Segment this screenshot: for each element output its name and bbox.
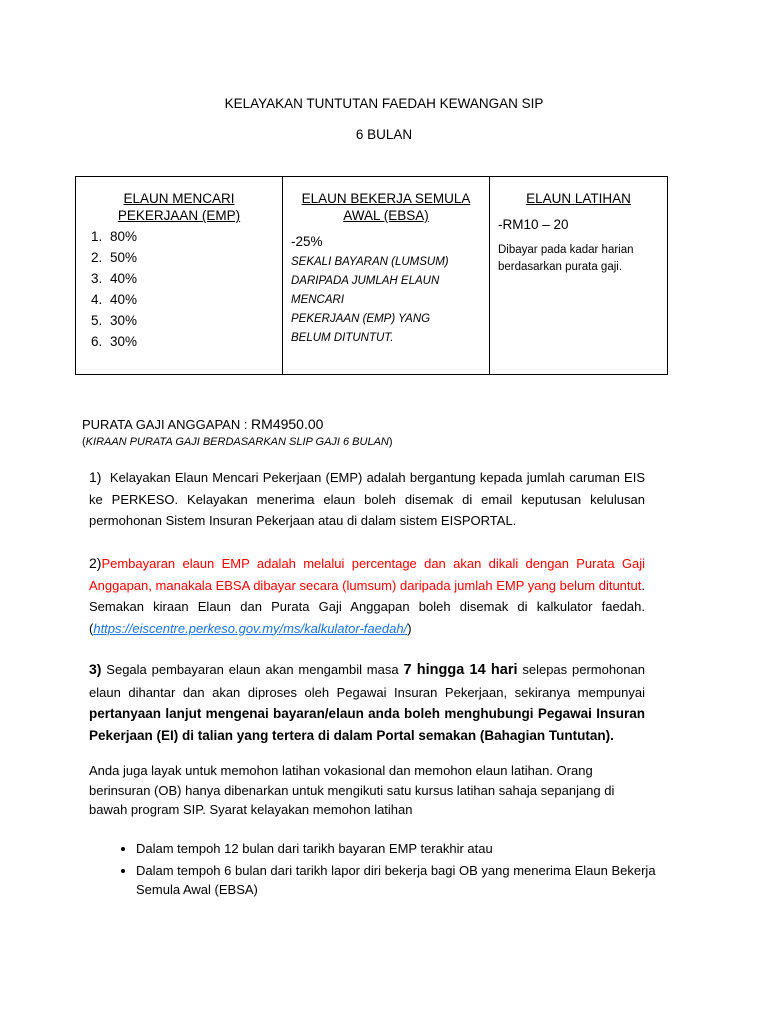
paragraph-number: 1) bbox=[89, 469, 102, 485]
ebsa-note bbox=[291, 253, 481, 348]
emp-percentage-item: 5. 30% bbox=[106, 310, 274, 331]
note-open-paren: ( bbox=[82, 436, 86, 448]
average-salary-line bbox=[82, 416, 645, 432]
emp-percentage-list bbox=[84, 226, 274, 352]
calculator-link[interactable]: https://eiscentre.perkeso.gov.my/ms/kalkulator-faedah/ bbox=[93, 620, 408, 636]
emp-percentage-item: 6. 30% bbox=[106, 331, 274, 352]
paragraph-number: 2) bbox=[89, 555, 102, 571]
processing-time: 7 hingga 14 hari bbox=[403, 662, 518, 678]
training-column bbox=[490, 177, 668, 375]
document-subtitle: 6 BULAN bbox=[355, 127, 413, 142]
ebsa-note-line: PEKERJAAN (EMP) YANG bbox=[291, 313, 431, 325]
emp-column bbox=[76, 177, 283, 375]
training-note: Dibayar pada kadar harian berdasarkan purata gaji. bbox=[498, 244, 634, 273]
paragraph-3-text-b: selepas permohonan elaun dihantar dan akan diproses oleh Pegawai Insuran Pekerjaan, sekiranya mempunyai bbox=[89, 662, 645, 700]
requirement-item: • Dalam tempoh 12 bulan dari tarikh bayaran EMP terakhir atau bbox=[136, 839, 666, 858]
benefits-table bbox=[75, 176, 668, 375]
training-header: ELAUN LATIHAN bbox=[526, 191, 631, 206]
paragraph-3-text-a: Segala pembayaran elaun akan mengambil masa bbox=[101, 662, 404, 677]
paragraph-2-close: ) bbox=[407, 620, 412, 636]
ebsa-note-line: BELUM DITUNTUT. bbox=[291, 332, 394, 344]
ebsa-note-line: DARIPADA JUMLAH ELAUN MENCARI bbox=[291, 275, 440, 306]
emp-percentage-item: 2. 50% bbox=[106, 247, 274, 268]
emp-percentage-item: 1. 80% bbox=[106, 226, 274, 247]
paragraph-number: 3) bbox=[89, 661, 102, 677]
average-salary-note bbox=[82, 436, 645, 448]
average-salary-label: PURATA GAJI ANGGAPAN : bbox=[82, 417, 252, 432]
average-salary-note-text: KIRAAN PURATA GAJI BERDASARKAN SLIP GAJI 6 BULAN bbox=[85, 436, 389, 448]
ebsa-column bbox=[283, 177, 490, 375]
ebsa-rate: -25% bbox=[291, 234, 323, 249]
training-requirements-list bbox=[112, 839, 666, 902]
emp-header: ELAUN MENCARI PEKERJAAN (EMP) bbox=[117, 191, 241, 223]
paragraph-2-highlight: Pembayaran elaun EMP adalah melalui percentage dan akan dikali dengan Purata Gaji Anggapan, manakala EBSA dibayar secara (lumsum) daripada jumlah EMP yang belum dituntut bbox=[89, 556, 645, 593]
emp-percentage-item: 4. 40% bbox=[106, 289, 274, 310]
ebsa-header: ELAUN BEKERJA SEMULA AWAL (EBSA) bbox=[301, 191, 471, 223]
training-rate: -RM10 – 20 bbox=[498, 217, 569, 232]
paragraph-4: Anda juga layak untuk memohon latihan vokasional dan memohon elaun latihan. Orang berinsuran (OB) hanya dibenarkan untuk mengikuti satu kursus latihan sahaja sepanjang di bawah program SIP. Syarat kelayakan memohon latihan bbox=[89, 763, 615, 817]
paragraph-2-text: . Semakan kiraan Elaun dan Purata Gaji Anggapan boleh disemak di kalkulator faedah. ( bbox=[89, 577, 645, 636]
paragraph-3-bold: pertanyaan lanjut mengenai bayaran/elaun anda boleh menghubungi Pegawai Insuran Pekerjaan (EI) di talian yang tertera di dalam Portal semakan (Bahagian Tuntutan). bbox=[89, 706, 645, 743]
requirement-item: • Dalam tempoh 6 bulan dari tarikh lapor diri bekerja bagi OB yang menerima Elaun Bekerja Semula Awal (EBSA) bbox=[136, 861, 666, 899]
paragraph-1 bbox=[89, 467, 645, 532]
paragraph-1-text: Kelayakan Elaun Mencari Pekerjaan (EMP) adalah bergantung kepada jumlah caruman EIS ke PERKESO. Kelayakan menerima elaun boleh disemak di email keputusan kelulusan permohonan Sistem Insuran Pekerjaan atau di dalam sistem EISPORTAL. bbox=[89, 470, 645, 528]
average-salary-amount: RM4950.00 bbox=[251, 416, 324, 432]
ebsa-note-line: SEKALI BAYARAN (LUMSUM) bbox=[291, 256, 449, 268]
emp-percentage-item: 3. 40% bbox=[106, 268, 274, 289]
note-close-paren: ) bbox=[388, 436, 393, 448]
paragraph-2 bbox=[89, 553, 645, 639]
document-title: KELAYAKAN TUNTUTAN FAEDAH KEWANGAN SIP bbox=[224, 96, 544, 111]
paragraph-3 bbox=[89, 659, 645, 746]
